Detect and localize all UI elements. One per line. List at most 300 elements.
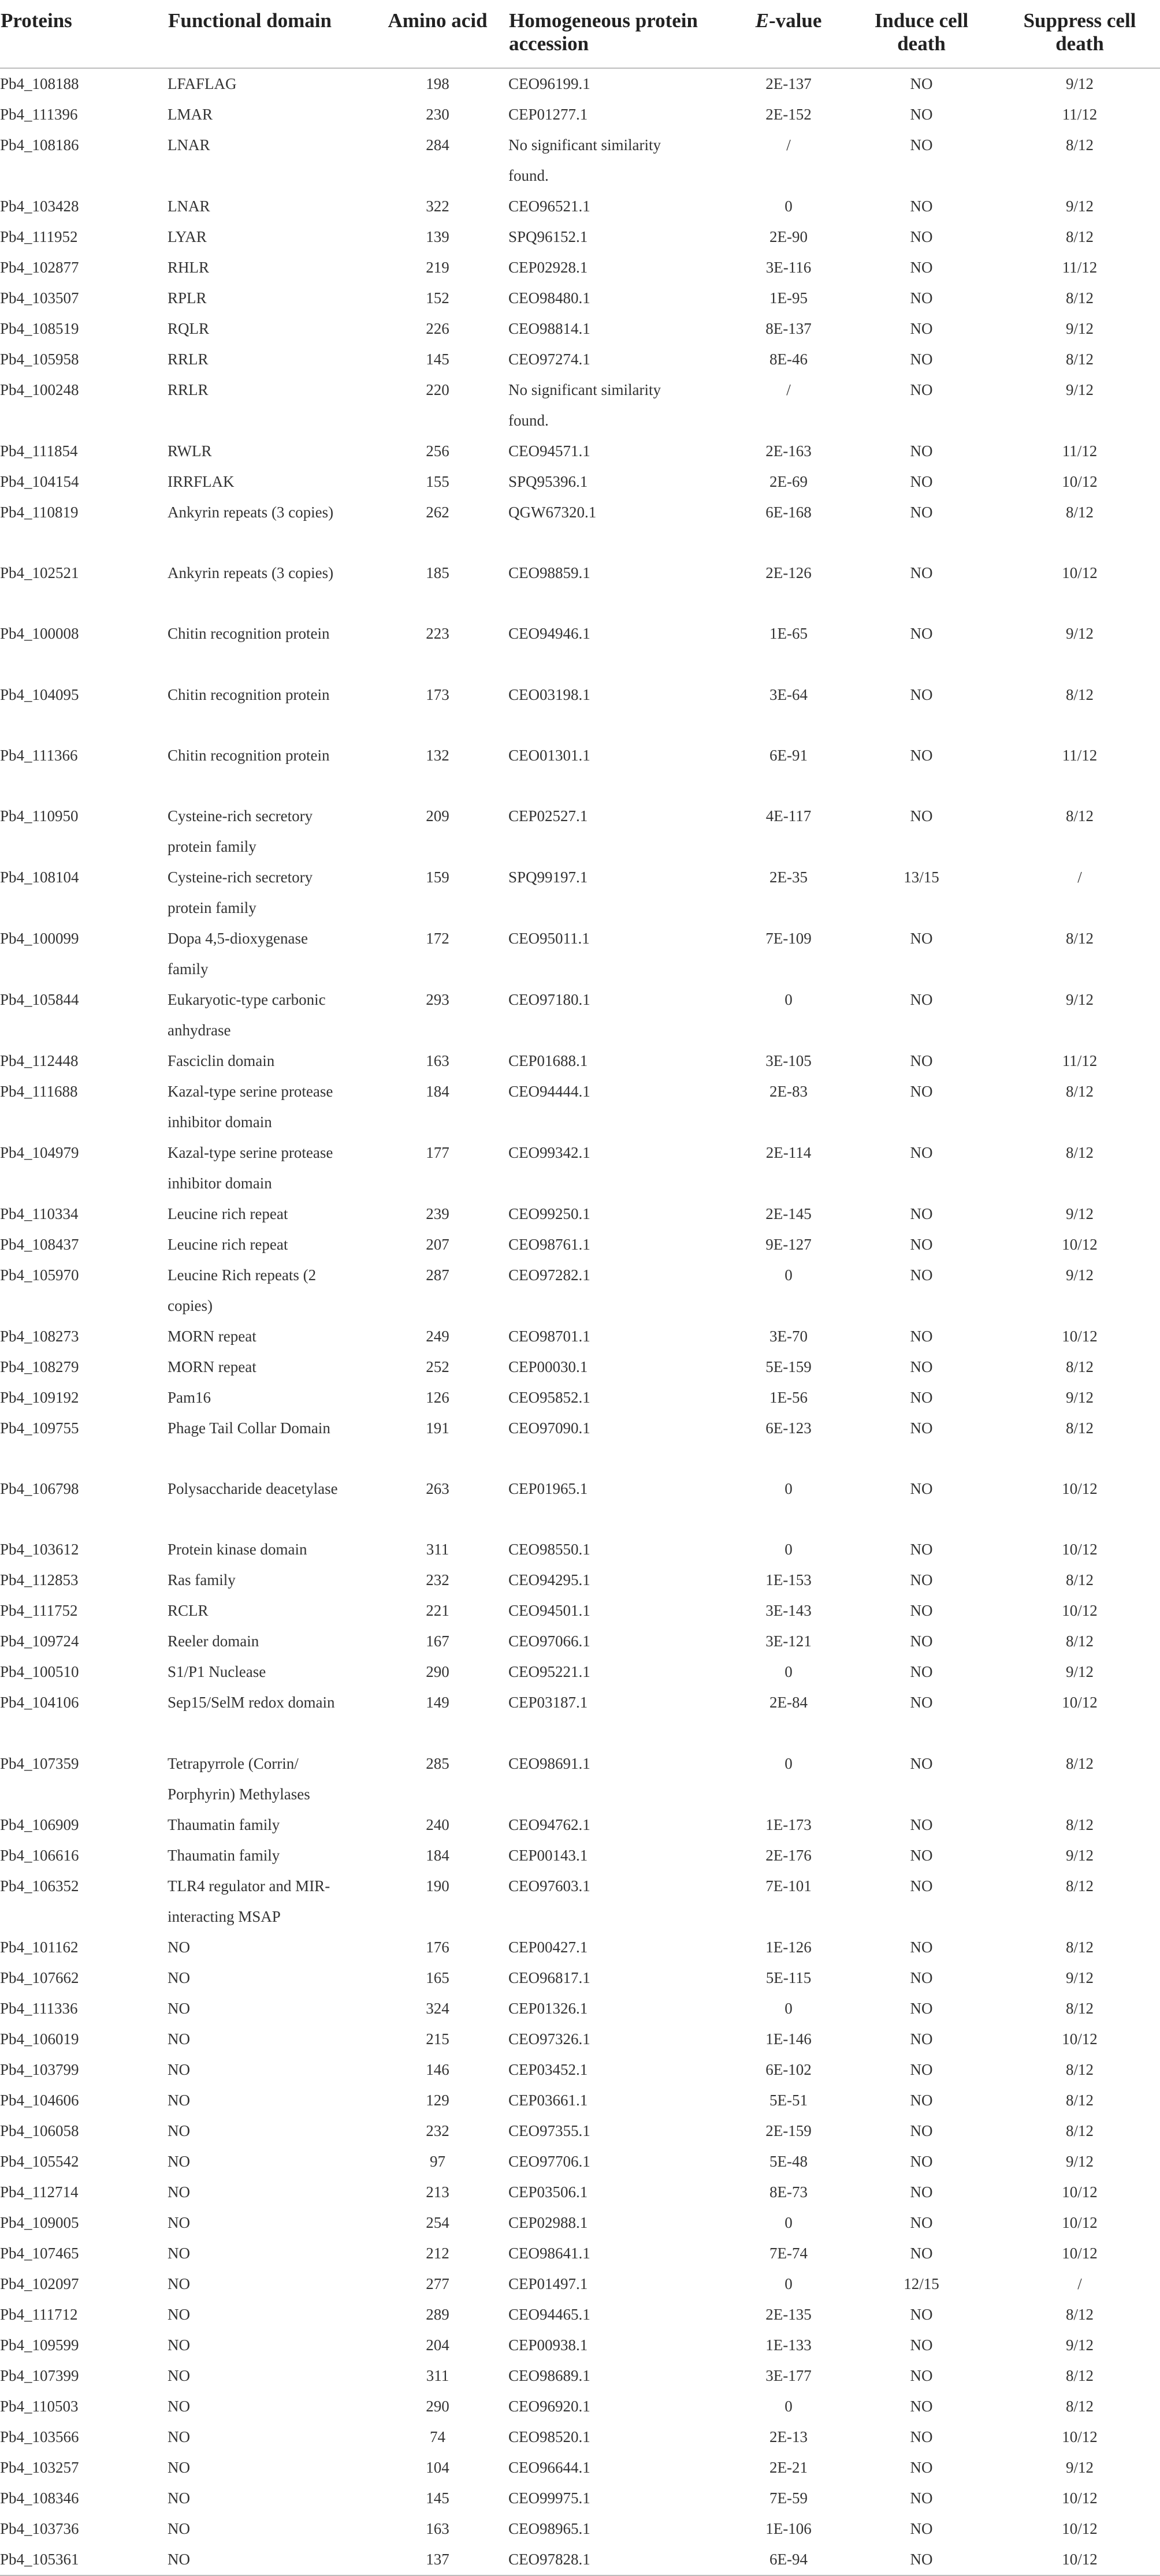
cell-induce-cell-death: NO [910, 1694, 933, 1712]
cell-protein: Pb4_108519 [0, 320, 79, 337]
cell-accession: CEP01965.1 [508, 1480, 588, 1498]
cell-evalue: 0 [785, 1999, 793, 2017]
cell-induce-cell-death: NO [910, 1266, 933, 1284]
cell-evalue: 5E-115 [765, 1969, 812, 1986]
cell-amino-acid: 185 [426, 564, 449, 582]
cell-protein: Pb4_107662 [0, 1969, 79, 1986]
cell-protein: Pb4_107465 [0, 2244, 79, 2262]
cell-functional-domain: Ankyrin repeats (3 copies) [168, 564, 334, 582]
cell-functional-domain: NO [168, 2397, 190, 2415]
cell-suppress-cell-death: 8/12 [1065, 685, 1094, 703]
cell-evalue: 0 [785, 1663, 793, 1681]
cell-amino-acid: 152 [426, 289, 449, 307]
cell-induce-cell-death: NO [910, 685, 933, 703]
cell-functional-domain: Chitin recognition protein [168, 685, 330, 703]
cell-evalue: 3E-121 [765, 1632, 812, 1650]
cell-amino-acid: 287 [426, 1266, 449, 1284]
cell-amino-acid: 290 [426, 2397, 449, 2415]
cell-accession: CEP02988.1 [508, 2213, 588, 2231]
cell-evalue: 8E-73 [769, 2183, 808, 2201]
cell-suppress-cell-death: 10/12 [1062, 1694, 1098, 1712]
cell-suppress-cell-death: 8/12 [1065, 2122, 1094, 2139]
cell-protein: Pb4_108437 [0, 1235, 79, 1253]
cell-protein: Pb4_108346 [0, 2489, 79, 2507]
cell-accession: CEO97282.1 [508, 1266, 590, 1284]
table-row [0, 2330, 1160, 2361]
cell-evalue: 7E-59 [769, 2489, 808, 2507]
cell-accession: CEO03198.1 [508, 685, 590, 703]
cell-amino-acid: 167 [426, 1632, 449, 1650]
cell-suppress-cell-death: 8/12 [1065, 807, 1094, 825]
cell-induce-cell-death: NO [910, 1327, 933, 1345]
cell-induce-cell-death: NO [910, 929, 933, 947]
cell-suppress-cell-death: 8/12 [1065, 2060, 1094, 2078]
cell-induce-cell-death: NO [910, 1082, 933, 1100]
cell-suppress-cell-death: 8/12 [1065, 1999, 1094, 2017]
cell-evalue: 2E-176 [765, 1846, 812, 1864]
cell-evalue: 1E-173 [765, 1815, 812, 1833]
cell-protein: Pb4_108186 [0, 136, 79, 154]
cell-protein: Pb4_111396 [0, 106, 78, 123]
cell-evalue: 1E-56 [769, 1388, 808, 1406]
cell-accession: CEO97326.1 [508, 2030, 590, 2048]
cell-accession: CEO96817.1 [508, 1969, 590, 1986]
cell-amino-acid: 322 [426, 197, 449, 215]
cell-protein: Pb4_108279 [0, 1358, 79, 1375]
table-row [0, 862, 1160, 923]
cell-protein: Pb4_110503 [0, 2397, 79, 2415]
cell-accession: CEP03452.1 [508, 2060, 588, 2078]
cell-induce-cell-death: NO [910, 1999, 933, 2017]
cell-functional-domain: Cysteine-rich secretory protein family [168, 807, 313, 855]
cell-induce-cell-death: NO [910, 2030, 933, 2048]
cell-evalue: 2E-152 [765, 106, 812, 123]
cell-amino-acid: 285 [426, 1754, 449, 1772]
table-row [0, 2361, 1160, 2391]
cell-protein: Pb4_102097 [0, 2275, 79, 2292]
cell-functional-domain: NO [168, 1938, 190, 1956]
cell-functional-domain: TLR4 regulator and MIR-interacting MSAP [168, 1877, 330, 1925]
cell-accession: CEP01326.1 [508, 1999, 588, 2017]
cell-functional-domain: Thaumatin family [168, 1815, 280, 1833]
header-induce-cell-death: Induce cell death [874, 9, 969, 55]
cell-functional-domain: Chitin recognition protein [168, 625, 330, 643]
cell-induce-cell-death: NO [910, 473, 933, 490]
cell-induce-cell-death: NO [910, 320, 933, 337]
cell-evalue: 0 [785, 990, 793, 1008]
cell-induce-cell-death: NO [910, 1602, 933, 1620]
cell-accession: CEP00938.1 [508, 2336, 588, 2354]
table-row [0, 2514, 1160, 2544]
cell-amino-acid: 220 [426, 381, 449, 398]
cell-functional-domain: Reeler domain [168, 1632, 259, 1650]
cell-suppress-cell-death: 8/12 [1065, 1632, 1094, 1650]
cell-evalue: 2E-159 [765, 2122, 812, 2139]
cell-functional-domain: RRLR [168, 351, 209, 368]
cell-evalue: 3E-177 [765, 2366, 812, 2384]
cell-accession: CEO99342.1 [508, 1143, 590, 1161]
cell-accession: CEO95011.1 [508, 929, 590, 947]
cell-induce-cell-death: NO [910, 1480, 933, 1498]
cell-functional-domain: NO [168, 2183, 190, 2201]
cell-evalue: 2E-13 [769, 2428, 808, 2445]
cell-amino-acid: 223 [426, 625, 449, 643]
cell-protein: Pb4_109724 [0, 1632, 79, 1650]
cell-accession: CEO98520.1 [508, 2428, 590, 2445]
cell-suppress-cell-death: 8/12 [1065, 504, 1094, 521]
cell-accession: SPQ96152.1 [508, 228, 588, 245]
cell-accession: CEP03187.1 [508, 1694, 588, 1712]
cell-amino-acid: 132 [426, 746, 449, 764]
cell-amino-acid: 213 [426, 2183, 449, 2201]
cell-evalue: 2E-145 [765, 1205, 812, 1222]
cell-functional-domain: Thaumatin family [168, 1846, 280, 1864]
cell-protein: Pb4_111336 [0, 1999, 78, 2017]
cell-protein: Pb4_100099 [0, 929, 79, 947]
cell-suppress-cell-death: 10/12 [1062, 2030, 1098, 2048]
cell-protein: Pb4_100510 [0, 1663, 79, 1681]
cell-functional-domain: Phage Tail Collar Domain [168, 1419, 330, 1437]
cell-suppress-cell-death: 8/12 [1065, 1754, 1094, 1772]
table-row [0, 1413, 1160, 1474]
cell-evalue: 1E-106 [765, 2519, 812, 2537]
cell-evalue: 2E-69 [769, 473, 808, 490]
cell-functional-domain: Leucine rich repeat [168, 1205, 288, 1222]
cell-accession: CEO98691.1 [508, 1754, 590, 1772]
cell-amino-acid: 207 [426, 1235, 449, 1253]
table-row [0, 1595, 1160, 1626]
cell-amino-acid: 249 [426, 1327, 449, 1345]
cell-functional-domain: LFAFLAG [168, 75, 237, 92]
cell-protein: Pb4_110819 [0, 504, 79, 521]
cell-accession: CEO99250.1 [508, 1205, 590, 1222]
cell-protein: Pb4_105361 [0, 2550, 79, 2568]
cell-protein: Pb4_111712 [0, 2305, 78, 2323]
cell-amino-acid: 190 [426, 1877, 449, 1895]
cell-induce-cell-death: NO [910, 2366, 933, 2384]
cell-functional-domain: LNAR [168, 136, 210, 154]
cell-functional-domain: Protein kinase domain [168, 1541, 307, 1559]
cell-induce-cell-death: NO [910, 1815, 933, 1833]
cell-accession: No significant similarity found. [508, 381, 661, 429]
cell-induce-cell-death: NO [910, 381, 933, 398]
cell-evalue: 3E-70 [769, 1327, 808, 1345]
cell-amino-acid: 184 [426, 1846, 449, 1864]
table-row [0, 1810, 1160, 1840]
cell-functional-domain: RWLR [168, 442, 212, 460]
cell-functional-domain: Kazal-type serine protease inhibitor domain [168, 1082, 333, 1131]
cell-functional-domain: NO [168, 2366, 190, 2384]
cell-amino-acid: 176 [426, 1938, 449, 1956]
cell-induce-cell-death: NO [910, 2550, 933, 2568]
table-row [0, 2085, 1160, 2116]
table-row [0, 191, 1160, 222]
cell-amino-acid: 232 [426, 1571, 449, 1589]
table-row [0, 130, 1160, 191]
cell-suppress-cell-death: 9/12 [1065, 75, 1094, 92]
cell-evalue: 9E-127 [765, 1235, 812, 1253]
cell-evalue: 3E-64 [769, 685, 808, 703]
cell-protein: Pb4_100008 [0, 625, 79, 643]
cell-evalue: 5E-51 [769, 2091, 808, 2109]
cell-amino-acid: 254 [426, 2213, 449, 2231]
cell-suppress-cell-death: / [1077, 868, 1082, 886]
cell-accession: CEO98480.1 [508, 289, 590, 307]
cell-protein: Pb4_109192 [0, 1388, 79, 1406]
cell-amino-acid: 252 [426, 1358, 449, 1375]
cell-amino-acid: 219 [426, 259, 449, 276]
cell-suppress-cell-death: 11/12 [1062, 746, 1098, 764]
table-row [0, 2177, 1160, 2208]
cell-suppress-cell-death: 9/12 [1065, 2458, 1094, 2476]
cell-functional-domain: MORN repeat [168, 1358, 256, 1375]
cell-amino-acid: 126 [426, 1388, 449, 1406]
cell-induce-cell-death: NO [910, 136, 933, 154]
table-row [0, 801, 1160, 862]
table-row [0, 1076, 1160, 1138]
cell-functional-domain: Ankyrin repeats (3 copies) [168, 504, 334, 521]
cell-suppress-cell-death: 9/12 [1065, 320, 1094, 337]
table-row [0, 1932, 1160, 1963]
table-row [0, 1963, 1160, 1993]
cell-amino-acid: 198 [426, 75, 449, 92]
cell-amino-acid: 324 [426, 1999, 449, 2017]
cell-functional-domain: LMAR [168, 106, 213, 123]
cell-protein: Pb4_104154 [0, 473, 79, 490]
cell-induce-cell-death: NO [910, 2336, 933, 2354]
cell-protein: Pb4_108188 [0, 75, 79, 92]
cell-accession: CEO95852.1 [508, 1388, 590, 1406]
cell-induce-cell-death: NO [910, 2428, 933, 2445]
header-row [0, 8, 1160, 68]
cell-protein: Pb4_107399 [0, 2366, 79, 2384]
cell-amino-acid: 293 [426, 990, 449, 1008]
cell-protein: Pb4_110950 [0, 807, 79, 825]
cell-functional-domain: NO [168, 2489, 190, 2507]
table-row [0, 1046, 1160, 1076]
cell-accession: CEO94501.1 [508, 1602, 590, 1620]
cell-induce-cell-death: NO [910, 1663, 933, 1681]
cell-evalue: 4E-117 [765, 807, 812, 825]
cell-amino-acid: 165 [426, 1969, 449, 1986]
table-row [0, 1474, 1160, 1534]
cell-functional-domain: Fasciclin domain [168, 1052, 275, 1069]
table-row [0, 2269, 1160, 2299]
cell-accession: CEO97355.1 [508, 2122, 590, 2139]
cell-suppress-cell-death: 9/12 [1065, 1266, 1094, 1284]
table-row [0, 558, 1160, 618]
table-row [0, 618, 1160, 679]
cell-protein: Pb4_104606 [0, 2091, 79, 2109]
cell-functional-domain: NO [168, 2030, 190, 2048]
cell-functional-domain: S1/P1 Nuclease [168, 1663, 266, 1681]
cell-protein: Pb4_108104 [0, 868, 79, 886]
cell-amino-acid: 221 [426, 1602, 449, 1620]
cell-amino-acid: 172 [426, 929, 449, 947]
cell-accession: CEO94762.1 [508, 1815, 590, 1833]
cell-functional-domain: NO [168, 1969, 190, 1986]
cell-accession: CEO96521.1 [508, 197, 590, 215]
cell-accession: CEO99975.1 [508, 2489, 590, 2507]
cell-suppress-cell-death: 10/12 [1062, 1602, 1098, 1620]
cell-amino-acid: 256 [426, 442, 449, 460]
cell-functional-domain: Leucine Rich repeats (2 copies) [168, 1266, 317, 1314]
cell-suppress-cell-death: 9/12 [1065, 625, 1094, 643]
cell-suppress-cell-death: 8/12 [1065, 289, 1094, 307]
cell-induce-cell-death: NO [910, 625, 933, 643]
cell-protein: Pb4_103428 [0, 197, 79, 215]
cell-induce-cell-death: NO [910, 2152, 933, 2170]
cell-functional-domain: NO [168, 2336, 190, 2354]
table-row [0, 2238, 1160, 2269]
cell-suppress-cell-death: 8/12 [1065, 1143, 1094, 1161]
cell-induce-cell-death: NO [910, 197, 933, 215]
cell-amino-acid: 277 [426, 2275, 449, 2292]
cell-functional-domain: LNAR [168, 197, 210, 215]
cell-evalue: 2E-163 [765, 442, 812, 460]
cell-evalue: 2E-83 [769, 1082, 808, 1100]
cell-accession: CEO96920.1 [508, 2397, 590, 2415]
cell-protein: Pb4_106909 [0, 1815, 79, 1833]
cell-functional-domain: NO [168, 2458, 190, 2476]
table-row [0, 1840, 1160, 1871]
cell-functional-domain: Ras family [168, 1571, 236, 1589]
table-row [0, 1687, 1160, 1748]
table-row [0, 2024, 1160, 2055]
cell-functional-domain: RQLR [168, 320, 210, 337]
cell-amino-acid: 145 [426, 351, 449, 368]
cell-functional-domain: Chitin recognition protein [168, 746, 330, 764]
cell-functional-domain: Leucine rich repeat [168, 1235, 288, 1253]
cell-suppress-cell-death: 8/12 [1065, 2305, 1094, 2323]
cell-protein: Pb4_112448 [0, 1052, 79, 1069]
table-row [0, 283, 1160, 314]
cell-suppress-cell-death: 10/12 [1062, 2428, 1098, 2445]
cell-induce-cell-death: NO [910, 289, 933, 307]
cell-induce-cell-death: NO [910, 351, 933, 368]
cell-suppress-cell-death: 11/12 [1062, 1052, 1098, 1069]
cell-amino-acid: 204 [426, 2336, 449, 2354]
cell-amino-acid: 262 [426, 504, 449, 521]
cell-functional-domain: NO [168, 2060, 190, 2078]
table-row [0, 467, 1160, 497]
cell-evalue: 8E-137 [765, 320, 812, 337]
cell-amino-acid: 290 [426, 1663, 449, 1681]
cell-amino-acid: 173 [426, 685, 449, 703]
cell-protein: Pb4_108273 [0, 1327, 79, 1345]
cell-protein: Pb4_111952 [0, 228, 78, 245]
cell-evalue: 0 [785, 1541, 793, 1559]
cell-induce-cell-death: NO [910, 228, 933, 245]
table-row [0, 1321, 1160, 1352]
cell-evalue: 0 [785, 197, 793, 215]
cell-evalue: 5E-159 [765, 1358, 812, 1375]
header-functional-domain: Functional domain [168, 9, 332, 32]
cell-accession: CEO98701.1 [508, 1327, 590, 1345]
cell-accession: CEO97706.1 [508, 2152, 590, 2170]
cell-accession: CEO98814.1 [508, 320, 590, 337]
cell-induce-cell-death: NO [910, 1388, 933, 1406]
cell-protein: Pb4_105970 [0, 1266, 79, 1284]
cell-amino-acid: 215 [426, 2030, 449, 2048]
cell-protein: Pb4_104979 [0, 1143, 79, 1161]
table-row [0, 1199, 1160, 1229]
cell-accession: CEO94444.1 [508, 1082, 590, 1100]
cell-evalue: 2E-35 [769, 868, 808, 886]
cell-amino-acid: 129 [426, 2091, 449, 2109]
cell-protein: Pb4_102877 [0, 259, 79, 276]
cell-evalue: 8E-46 [769, 351, 808, 368]
cell-accession: CEP01688.1 [508, 1052, 588, 1069]
cell-evalue: 2E-137 [765, 75, 812, 92]
cell-suppress-cell-death: 9/12 [1065, 1846, 1094, 1864]
cell-protein: Pb4_109755 [0, 1419, 79, 1437]
cell-suppress-cell-death: 8/12 [1065, 929, 1094, 947]
header-evalue: E-value [755, 9, 822, 32]
cell-accession: CEO96199.1 [508, 75, 590, 92]
table-row [0, 1749, 1160, 1810]
cell-protein: Pb4_104106 [0, 1694, 79, 1712]
cell-protein: Pb4_106019 [0, 2030, 79, 2048]
cell-evalue: / [786, 136, 791, 154]
table-row [0, 1352, 1160, 1382]
cell-induce-cell-death: NO [910, 564, 933, 582]
cell-induce-cell-death: NO [910, 504, 933, 521]
cell-protein: Pb4_111752 [0, 1602, 78, 1620]
table-row [0, 436, 1160, 467]
cell-protein: Pb4_106798 [0, 1480, 79, 1498]
table-row [0, 2544, 1160, 2575]
cell-functional-domain: IRRFLAK [168, 473, 235, 490]
cell-suppress-cell-death: 9/12 [1065, 1205, 1094, 1222]
cell-induce-cell-death: NO [910, 2458, 933, 2476]
cell-accession: CEO97274.1 [508, 351, 590, 368]
cell-suppress-cell-death: 11/12 [1062, 106, 1098, 123]
cell-evalue: 6E-168 [765, 504, 812, 521]
table-row [0, 1382, 1160, 1413]
cell-functional-domain: NO [168, 2428, 190, 2445]
cell-functional-domain: Tetrapyrrole (Corrin/ Porphyrin) Methylases [168, 1754, 310, 1803]
table-row [0, 1229, 1160, 1260]
cell-induce-cell-death: NO [910, 1419, 933, 1437]
table-row [0, 740, 1160, 801]
cell-protein: Pb4_103799 [0, 2060, 79, 2078]
cell-evalue: 5E-48 [769, 2152, 808, 2170]
cell-suppress-cell-death: 8/12 [1065, 1815, 1094, 1833]
cell-induce-cell-death: NO [910, 2305, 933, 2323]
cell-functional-domain: NO [168, 2305, 190, 2323]
cell-amino-acid: 232 [426, 2122, 449, 2139]
cell-amino-acid: 149 [426, 1694, 449, 1712]
table-row [0, 1565, 1160, 1595]
cell-induce-cell-death: NO [910, 1052, 933, 1069]
cell-induce-cell-death: NO [910, 1205, 933, 1222]
cell-suppress-cell-death: 8/12 [1065, 228, 1094, 245]
cell-induce-cell-death: NO [910, 2489, 933, 2507]
cell-accession: CEO97828.1 [508, 2550, 590, 2568]
cell-evalue: 6E-123 [765, 1419, 812, 1437]
cell-amino-acid: 159 [426, 868, 449, 886]
table-row [0, 2055, 1160, 2085]
cell-suppress-cell-death: 9/12 [1065, 1663, 1094, 1681]
cell-amino-acid: 139 [426, 228, 449, 245]
cell-suppress-cell-death: / [1077, 2275, 1082, 2292]
cell-accession: No significant similarity found. [508, 136, 661, 184]
cell-suppress-cell-death: 8/12 [1065, 136, 1094, 154]
table-row [0, 1657, 1160, 1687]
cell-suppress-cell-death: 8/12 [1065, 1938, 1094, 1956]
table-body [0, 68, 1160, 2575]
